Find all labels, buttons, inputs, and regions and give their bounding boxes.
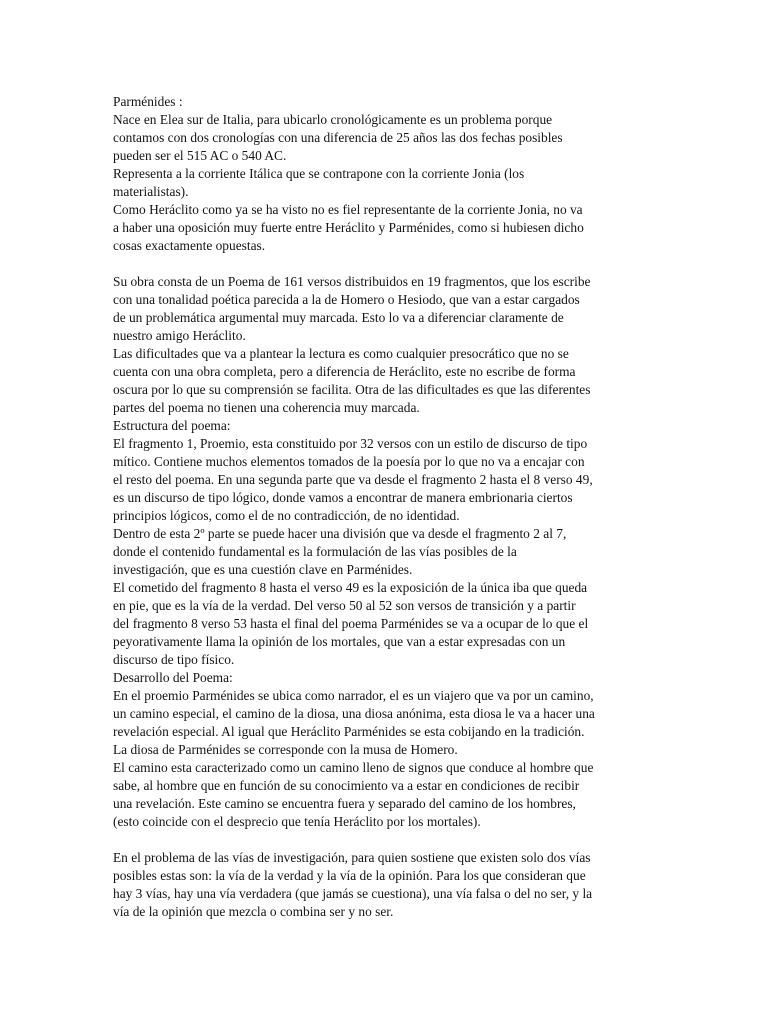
text-line: posibles estas son: la vía de la verdad y la vía de la opinión. Para los que consideran que [113,868,586,883]
text-line: El fragmento 1, Proemio, esta constituido por 32 versos con un estilo de discurso de tipo [113,436,588,451]
text-line: Representa a la corriente Itálica que se contrapone con la corriente Jonia (los [113,166,525,181]
text-line: materialistas). [113,184,189,199]
text-line: Estructura del poema: [113,418,231,433]
text-line: sabe, al hombre que en función de su conocimiento va a estar en condiciones de recibir [113,778,580,793]
text-line: un camino especial, el camino de la diosa, una diosa anónima, esta diosa le va a hacer una [113,706,595,721]
text-line: vía de la opinión que mezcla o combina ser y no ser. [113,904,394,919]
text-line: El camino esta caracterizado como un camino lleno de signos que conduce al hombre que [113,760,594,775]
text-line: con una tonalidad poética parecida a la de Homero o Hesiodo, que van a estar cargados [113,292,580,307]
text-line: pueden ser el 515 AC o 540 AC. [113,148,287,163]
text-line: mítico. Contiene muchos elementos tomados de la poesía por lo que no va a encajar con [113,454,585,469]
text-line: en pie, que es la vía de la verdad. Del verso 50 al 52 son versos de transición y a partir [113,598,576,613]
text-line: cosas exactamente opuestas. [113,238,266,253]
text-line: nuestro amigo Heráclito. [113,328,246,343]
text-line: discurso de tipo físico. [113,652,235,667]
text-line: Parménides : [113,94,183,109]
blank-line [113,255,658,273]
text-line: peyorativamente llama la opinión de los mortales, que van a estar expresadas con un [113,634,566,649]
text-line: oscura por lo que su comprensión se facilita. Otra de las dificultades es que las diferentes [113,382,591,397]
text-line: cuenta con una obra completa, pero a diferencia de Heráclito, este no escribe de forma [113,364,576,379]
text-line: Desarrollo del Poema: [113,670,233,685]
text-line: contamos con dos cronologías con una diferencia de 25 años las dos fechas posibles [113,130,563,145]
text-line: Las dificultades que va a plantear la lectura es como cualquier presocrático que no se [113,346,569,361]
text-line: Dentro de esta 2º parte se puede hacer una división que va desde el fragmento 2 al 7, [113,526,567,541]
blank-line [113,831,658,849]
text-line: es un discurso de tipo lógico, donde vamos a encontrar de manera embrionaria ciertos [113,490,573,505]
text-line: En el problema de las vías de investigación, para quien sostiene que existen solo dos vías [113,850,591,865]
text-line: investigación, que es una cuestión clave en Parménides. [113,562,413,577]
text-line: Nace en Elea sur de Italia, para ubicarlo cronológicamente es un problema porque [113,112,553,127]
text-line: partes del poema no tienen una coherencia muy marcada. [113,400,420,415]
text-line: el resto del poema. En una segunda parte que va desde el fragmento 2 hasta el 8 verso 49, [113,472,593,487]
text-line: La diosa de Parménides se corresponde con la musa de Homero. [113,742,458,757]
text-line: hay 3 vías, hay una vía verdadera (que jamás se cuestiona), una vía falsa o del no ser, y la [113,886,593,901]
text-line: En el proemio Parménides se ubica como narrador, el es un viajero que va por un camino, [113,688,594,703]
text-line: a haber una oposición muy fuerte entre Heráclito y Parménides, como si hubiesen dicho [113,220,584,235]
text-line: El cometido del fragmento 8 hasta el verso 49 es la exposición de la única iba que queda [113,580,588,595]
text-line: del fragmento 8 verso 53 hasta el final del poema Parménides se va a ocupar de lo que el [113,616,589,631]
text-line: principios lógicos, como el de no contradicción, de no identidad. [113,508,460,523]
text-line: donde el contenido fundamental es la formulación de las vías posibles de la [113,544,517,559]
text-line: (esto coincide con el desprecio que tenía Heráclito por los mortales). [113,814,481,829]
text-line: Como Heráclito como ya se ha visto no es fiel representante de la corriente Jonia, no va [113,202,583,217]
document-page [113,93,658,921]
text-line: de un problemática argumental muy marcada. Esto lo va a diferenciar claramente de [113,310,564,325]
text-line: Su obra consta de un Poema de 161 versos distribuidos en 19 fragmentos, que los escribe [113,274,591,289]
text-line: una revelación. Este camino se encuentra fuera y separado del camino de los hombres, [113,796,576,811]
text-line: revelación especial. Al igual que Heráclito Parménides se esta cobijando en la tradición. [113,724,585,739]
